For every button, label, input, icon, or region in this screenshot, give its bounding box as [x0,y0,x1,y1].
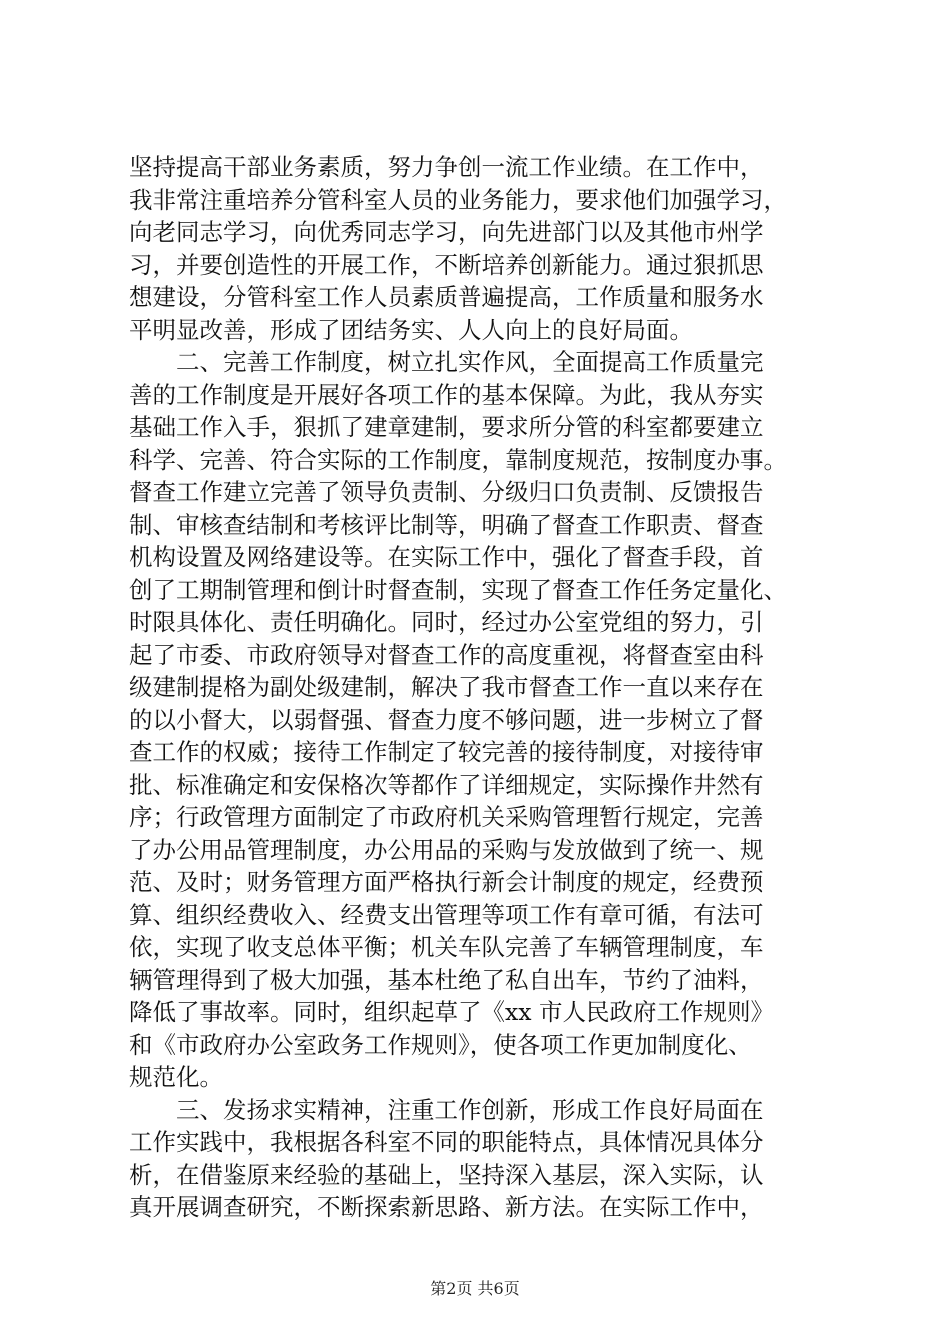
document-body [129,151,829,1224]
text-line: 机构设置及网络建设等。在实际工作中，强化了督查手段，首 [129,543,764,571]
text-line: 真开展调查研究，不断探索新思路、新方法。在实际工作中， [129,1193,764,1221]
text-line: 习，并要创造性的开展工作，不断培养创新能力。通过狠抓思 [129,250,764,279]
text-line: 依，实现了收支总体平衡；机关车队完善了车辆管理制度，车 [129,933,764,961]
text-line: 析，在借鉴原来经验的基础上，坚持深入基层，深入实际，认 [129,1160,764,1189]
text-line: 坚持提高干部业务素质，努力争创一流工作业绩。在工作中， [129,153,764,181]
text-line: 创了工期制管理和倒计时督查制，实现了督查工作任务定量化、 [129,575,787,604]
text-line: 我非常注重培养分管科室人员的业务能力，要求他们加强学习， [129,185,787,214]
text-line: 督查工作建立完善了领导负责制、分级归口负责制、反馈报告 [129,478,764,506]
text-line: 查工作的权威；接待工作制定了较完善的接待制度，对接待审 [129,738,764,766]
text-line: 辆管理得到了极大加强，基本杜绝了私自出车，节约了油料， [129,965,764,994]
text-line: 算、组织经费收入、经费支出管理等项工作有章可循，有法可 [129,900,764,929]
text-line: 工作实践中，我根据各科室不同的职能特点，具体情况具体分 [129,1128,764,1156]
text-line: 起了市委、市政府领导对督查工作的高度重视，将督查室由科 [129,640,764,669]
text-line: 了办公用品管理制度，办公用品的采购与发放做到了统一、规 [129,835,764,864]
text-line: 向老同志学习，向优秀同志学习，向先进部门以及其他市州学 [129,218,764,246]
text-line: 范、及时；财务管理方面严格执行新会计制度的规定，经费预 [129,868,764,896]
text-line: 批、标准确定和安保格次等都作了详细规定，实际操作井然有 [129,770,764,799]
text-line: 制、审核查结制和考核评比制等，明确了督查工作职责、督查 [129,510,764,539]
section-heading-line: 三、发扬求实精神，注重工作创新，形成工作良好局面在 [176,1095,764,1124]
text-line: 级建制提格为副处级建制，解决了我市督查工作一直以来存在 [129,673,764,701]
text-line: 时限具体化、责任明确化。同时，经过办公室党组的努力，引 [129,608,764,636]
text-line: 规范化。 [129,1063,223,1091]
text-line: 降低了事故率。同时，组织起草了《xx 市人民政府工作规则》 [129,998,774,1026]
text-line: 的以小督大，以弱督强、督查力度不够问题，进一步树立了督 [129,705,764,734]
text-line: 想建设，分管科室工作人员素质普遍提高，工作质量和服务水 [129,283,764,311]
text-line: 和《市政府办公室政务工作规则》，使各项工作更加制度化、 [129,1030,752,1059]
page-number-footer: 第2页 共6页 [430,1279,520,1298]
text-line: 基础工作入手，狠抓了建章建制，要求所分管的科室都要建立 [129,413,764,441]
text-line: 平明显改善，形成了团结务实、人人向上的良好局面。 [129,315,693,344]
text-line: 科学、完善、符合实际的工作制度，靠制度规范，按制度办事。 [129,445,787,474]
section-heading-line: 二、完善工作制度，树立扎实作风，全面提高工作质量完 [176,348,764,376]
text-line: 序；行政管理方面制定了市政府机关采购管理暂行规定，完善 [129,803,764,831]
text-line: 善的工作制度是开展好各项工作的基本保障。为此，我从夯实 [129,380,764,409]
